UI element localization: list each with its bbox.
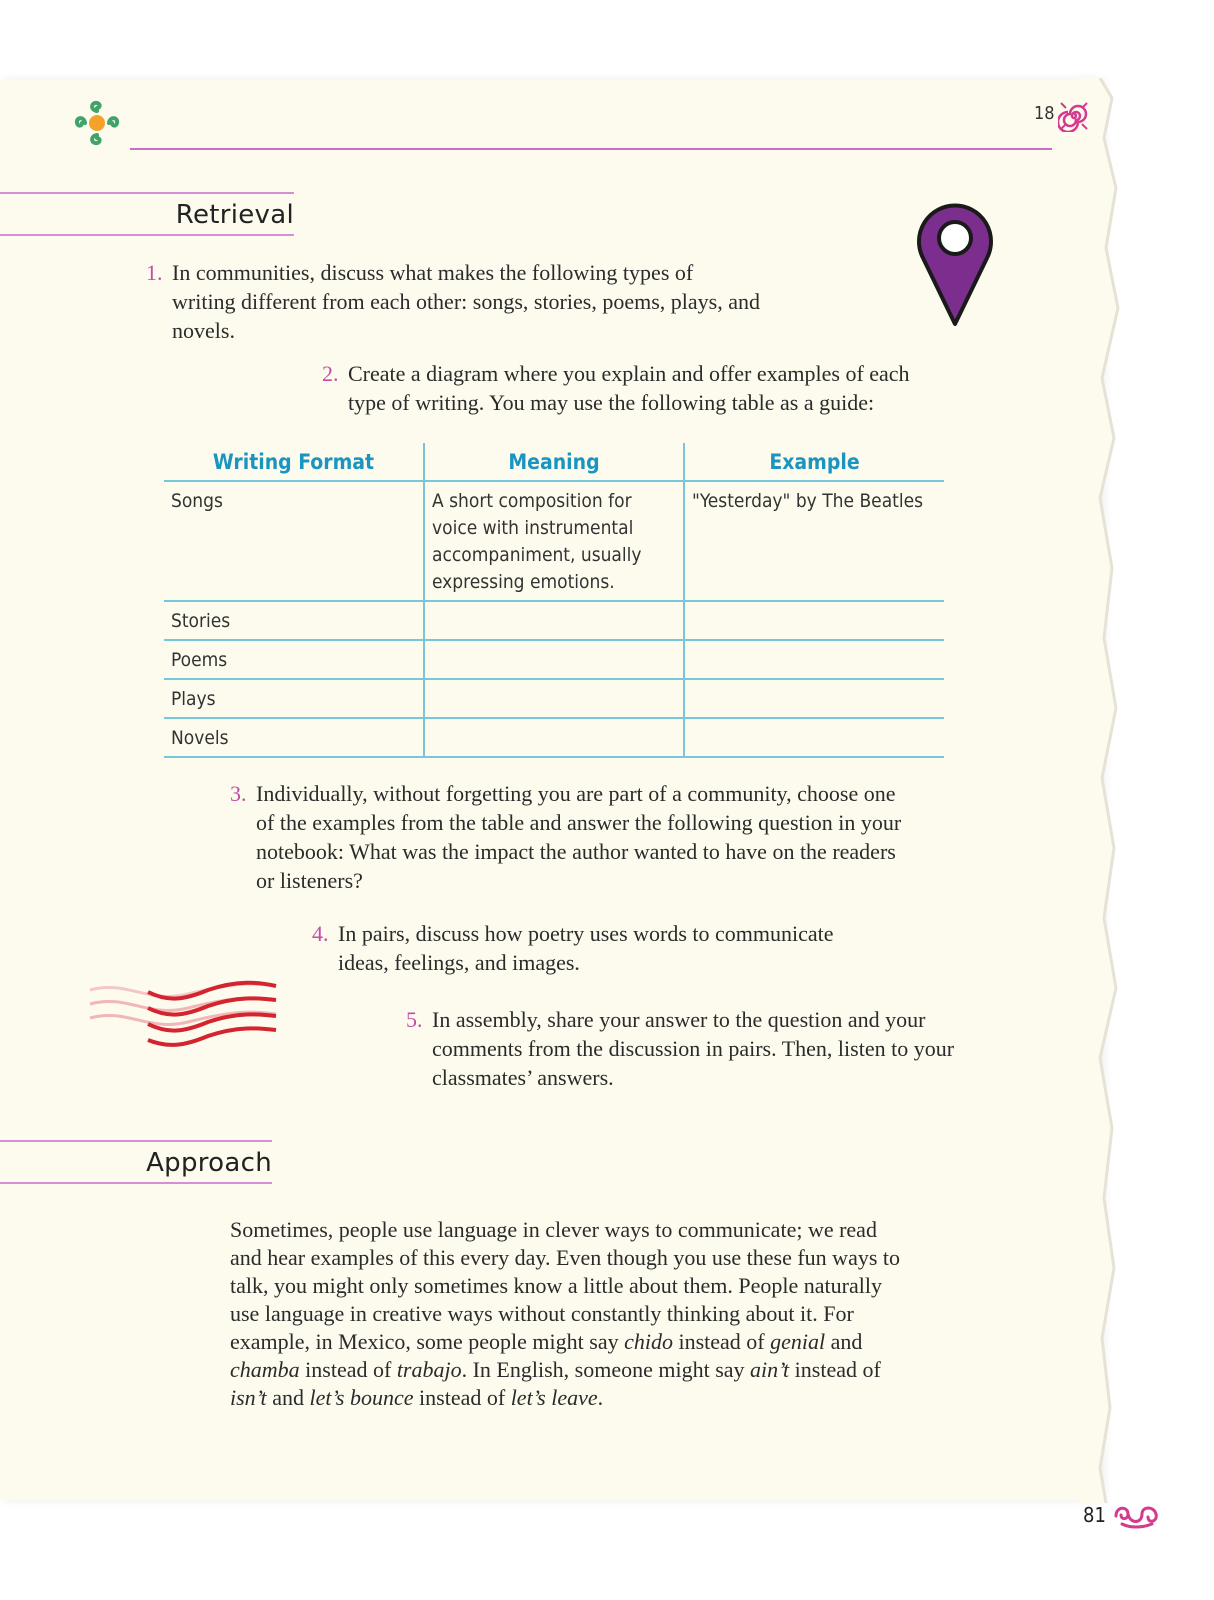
retrieval-item-5: 5. In assembly, share your answer to the question and your comments from the discussion in pairs. Then, listen to your classmates’ answers. [406, 1007, 955, 1090]
table-header-example: Example [684, 443, 944, 481]
table-header-writing-format: Writing Format [164, 443, 424, 481]
table-cell: A short composition for voice with instrumental accompaniment, usually expressing emotions. [424, 481, 684, 601]
table-cell [424, 718, 684, 757]
retrieval-item-1: 1. In communities, discuss what makes the following types of writing different from each other: songs, stories, poems, plays, and novels. [146, 260, 760, 343]
torn-edge [1078, 78, 1138, 1503]
table-cell [684, 601, 944, 640]
retrieval-title: Retrieval [175, 200, 294, 230]
table-row [164, 481, 944, 601]
flower-logo [70, 98, 124, 152]
chapter-number: 18 [1034, 103, 1055, 124]
table-cell [424, 640, 684, 679]
table-row [164, 679, 944, 718]
table-cell: Stories [164, 601, 424, 640]
table-row [164, 640, 944, 679]
table-header-meaning: Meaning [424, 443, 684, 481]
header-rule [130, 148, 1052, 150]
table-header-row [164, 443, 944, 481]
writing-format-table [164, 443, 944, 758]
table-cell [424, 601, 684, 640]
retrieval-item-3: 3. Individually, without forgetting you are part of a community, choose one of the examples from the table and answer the following question in your notebook: What was the impact the author wanted to have on the readers or listeners? [230, 781, 902, 893]
table-cell: Plays [164, 679, 424, 718]
retrieval-heading [0, 192, 294, 236]
retrieval-item-4: 4. In pairs, discuss how poetry uses words to communicate ideas, feelings, and images. [312, 921, 834, 975]
approach-paragraph: Sometimes, people use language in clever ways to communicate; we read and hear examples of this every day. Even though you use these fun ways to talk, you might only sometimes know a little about them. People naturally use language in creative ways without constantly thinking about it. For example, in Mexico, some people might say chido instead of genial and chamba instead of trabajo. In English, someone might say ain’t instead of isn’t and let’s bounce instead of let’s leave. [230, 1217, 901, 1410]
retrieval-item-2: 2. Create a diagram where you explain and offer examples of each type of writing. You may use the following table as a guide: [322, 361, 910, 415]
table-cell [684, 640, 944, 679]
table-cell [424, 679, 684, 718]
approach-heading [0, 1140, 272, 1184]
table-row [164, 601, 944, 640]
table-cell: "Yesterday" by The Beatles [684, 481, 944, 601]
location-pin-icon [915, 200, 995, 328]
table-cell: Novels [164, 718, 424, 757]
table-cell [684, 718, 944, 757]
table-cell: Poems [164, 640, 424, 679]
approach-title: Approach [146, 1148, 272, 1178]
spiral-icon [1058, 100, 1090, 132]
stamp-lines [88, 978, 280, 1048]
swirl-icon [1112, 1500, 1160, 1530]
table-row [164, 718, 944, 757]
page-number: 81 [1083, 1503, 1106, 1527]
table-cell: Songs [164, 481, 424, 601]
table-cell [684, 679, 944, 718]
